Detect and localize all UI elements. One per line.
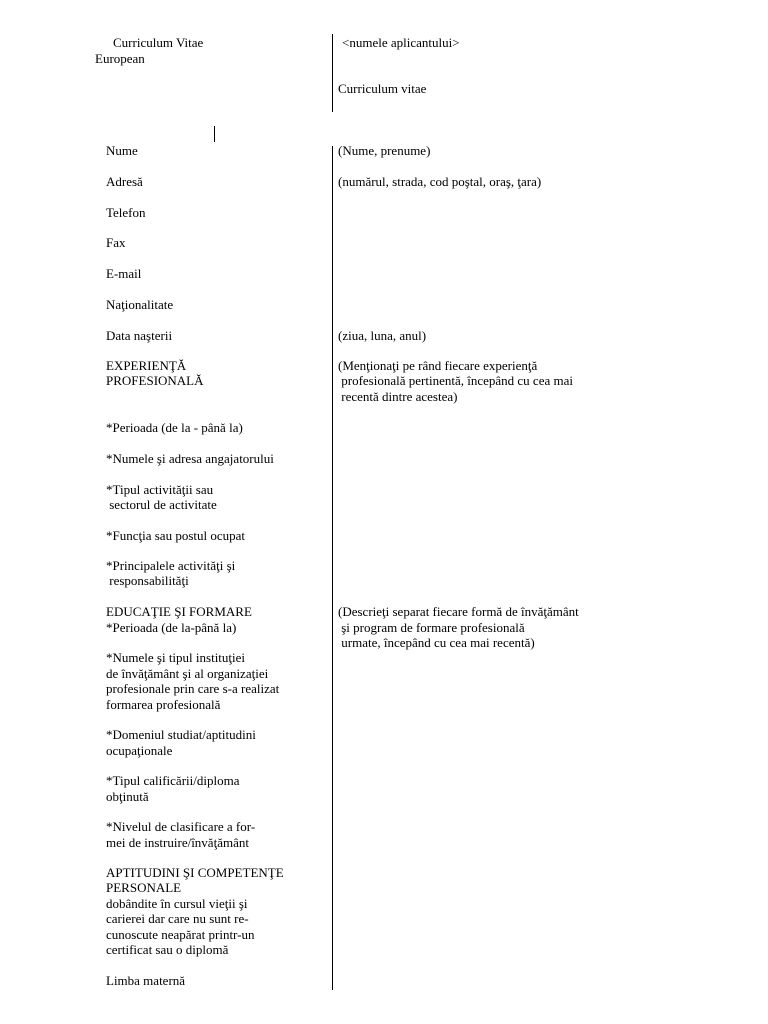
mother-tongue-label: Limba maternă [106,973,186,988]
skills-heading-continued: PERSONALE [106,880,182,895]
skills-heading: APTITUDINI ŞI COMPETENŢE [106,865,284,880]
position-label: *Funcţia sau postul ocupat [106,528,246,543]
institution-label-line3: profesionale prin care s-a realizat [106,681,280,696]
experience-hint: (Menţionaţi pe rând fiecare experienţă [338,358,538,373]
education-heading: EDUCAŢIE ŞI FORMARE [106,604,252,619]
birthdate-label: Data naşterii [106,328,173,343]
text-cursor [214,126,215,142]
duties-label-continued: responsabilităţi [106,573,189,588]
study-domain-label: *Domeniul studiat/aptitudini [106,727,256,742]
birthdate-hint: (ziua, luna, anul) [338,328,427,343]
experience-heading: EXPERIENŢĂ [106,358,187,373]
name-label: Nume [106,143,138,158]
column-divider-top [332,34,333,112]
institution-label: *Numele şi tipul instituţiei [106,650,246,665]
education-hint-line2: şi program de formare profesională [338,620,525,635]
cv-label: Curriculum vitae [338,81,427,96]
name-hint: (Nume, prenume) [338,143,431,158]
employer-label: *Numele şi adresa angajatorului [106,451,274,466]
address-label: Adresă [106,174,143,189]
column-divider [332,146,333,990]
applicant-name-placeholder: <numele aplicantului> [342,35,460,50]
email-label: E-mail [106,266,142,281]
qualification-label-continued: obţinută [106,789,149,804]
experience-period-label: *Perioada (de la - până la) [106,420,243,435]
qualification-label: *Tipul calificării/diploma [106,773,240,788]
skills-description-line2: carierei dar care nu sunt re- [106,911,249,926]
study-domain-label-continued: ocupaţionale [106,743,173,758]
phone-label: Telefon [106,205,146,220]
duties-label: *Principalele activităţi şi [106,558,236,573]
education-period-label: *Perioada (de la-până la) [106,620,237,635]
classification-level-label: *Nivelul de clasificare a for- [106,819,256,834]
experience-heading-continued: PROFESIONALĂ [106,373,204,388]
address-hint: (numărul, strada, cod poştal, oraş, ţara) [338,174,542,189]
skills-description-line3: cunoscute neapărat printr-un [106,927,255,942]
nationality-label: Naţionalitate [106,297,174,312]
document-title-continued: European [95,51,145,66]
institution-label-line2: de învăţământ şi al organizaţiei [106,666,269,681]
fax-label: Fax [106,235,126,250]
activity-type-label: *Tipul activităţii sau [106,482,214,497]
skills-description: dobândite în cursul vieţii şi [106,896,248,911]
experience-hint-line3: recentă dintre acestea) [338,389,458,404]
classification-level-label-continued: mei de instruire/învăţământ [106,835,249,850]
experience-hint-line2: profesională pertinentă, începând cu cea mai [338,373,573,388]
education-hint-line3: urmate, începând cu cea mai recentă) [338,635,535,650]
skills-description-line4: certificat sau o diplomă [106,942,229,957]
activity-type-label-continued: sectorul de activitate [106,497,217,512]
education-hint: (Descrieţi separat fiecare formă de învăţământ [338,604,579,619]
institution-label-line4: formarea profesională [106,697,221,712]
document-title: Curriculum Vitae [113,35,204,50]
